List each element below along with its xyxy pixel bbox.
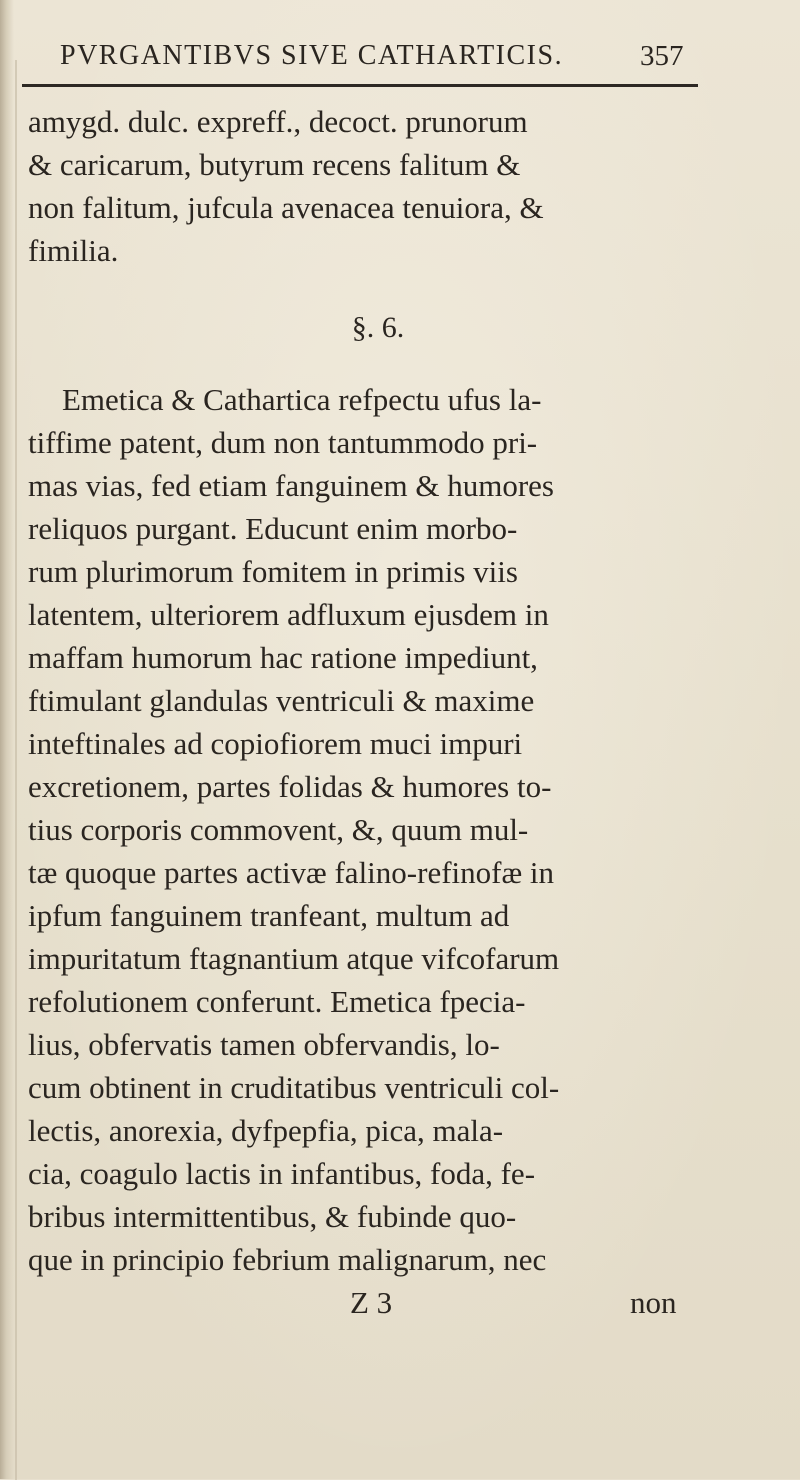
text-line: & caricarum, butyrum recens falitum &	[28, 147, 521, 182]
text-line: rum plurimorum fomitem in primis viis	[28, 554, 518, 589]
text-line: impuritatum ftagnantium atque vifcofarum	[28, 941, 560, 976]
running-head-title: PVRGANTIBVS SIVE CATHARTICIS.	[60, 40, 564, 71]
text-line: mas vias, fed etiam fanguinem & humores	[28, 468, 555, 503]
catchword: non	[630, 1285, 677, 1320]
text-line: cia, coagulo lactis in infantibus, foda, fe-	[28, 1156, 536, 1191]
text-line: reliquos purgant. Educunt enim morbo-	[28, 511, 518, 546]
signature-mark: Z 3	[350, 1285, 393, 1320]
text-line: amygd. dulc. expreff., decoct. prunorum	[28, 104, 528, 139]
text-line: excretionem, partes folidas & humores to-	[28, 769, 552, 804]
text-line: Emetica & Cathartica refpectu ufus la-	[62, 382, 542, 417]
text-line: non falitum, jufcula avenacea tenuiora, &	[28, 190, 544, 225]
text-line: fimilia.	[28, 233, 119, 268]
header-rule	[22, 84, 698, 87]
text-line: ipfum fanguinem tranfeant, multum ad	[28, 898, 510, 933]
text-line: que in principio febrium malignarum, nec	[28, 1242, 547, 1277]
page-number: 357	[640, 40, 684, 72]
gutter-shadow	[0, 0, 14, 1479]
paragraph-2	[28, 378, 708, 1281]
section-heading: §. 6.	[351, 311, 405, 344]
text-line: latentem, ulteriorem adfluxum ejusdem in	[28, 597, 549, 632]
paragraph-1	[28, 100, 708, 272]
text-line: maffam humorum hac ratione impediunt,	[28, 640, 538, 675]
text-line: tius corporis commovent, &, quum mul-	[28, 812, 529, 847]
running-head	[0, 28, 800, 78]
text-block	[28, 100, 708, 1324]
text-line: inteftinales ad copiofiorem muci impuri	[28, 726, 523, 761]
page-footer	[28, 1281, 708, 1324]
text-line: tæ quoque partes activæ falino-refinofæ in	[28, 855, 555, 890]
text-line: refolutionem conferunt. Emetica fpecia-	[28, 984, 526, 1019]
text-line: ftimulant glandulas ventriculi & maxime	[28, 683, 535, 718]
text-line: lectis, anorexia, dyfpepfia, pica, mala-	[28, 1113, 504, 1148]
text-line: lius, obfervatis tamen obfervandis, lo-	[28, 1027, 500, 1062]
text-line: cum obtinent in cruditatibus ventriculi col-	[28, 1070, 560, 1105]
text-line: bribus intermittentibus, & fubinde quo-	[28, 1199, 517, 1234]
gutter-fold-line	[15, 60, 17, 1480]
text-line: tiffime patent, dum non tantummodo pri-	[28, 425, 538, 460]
